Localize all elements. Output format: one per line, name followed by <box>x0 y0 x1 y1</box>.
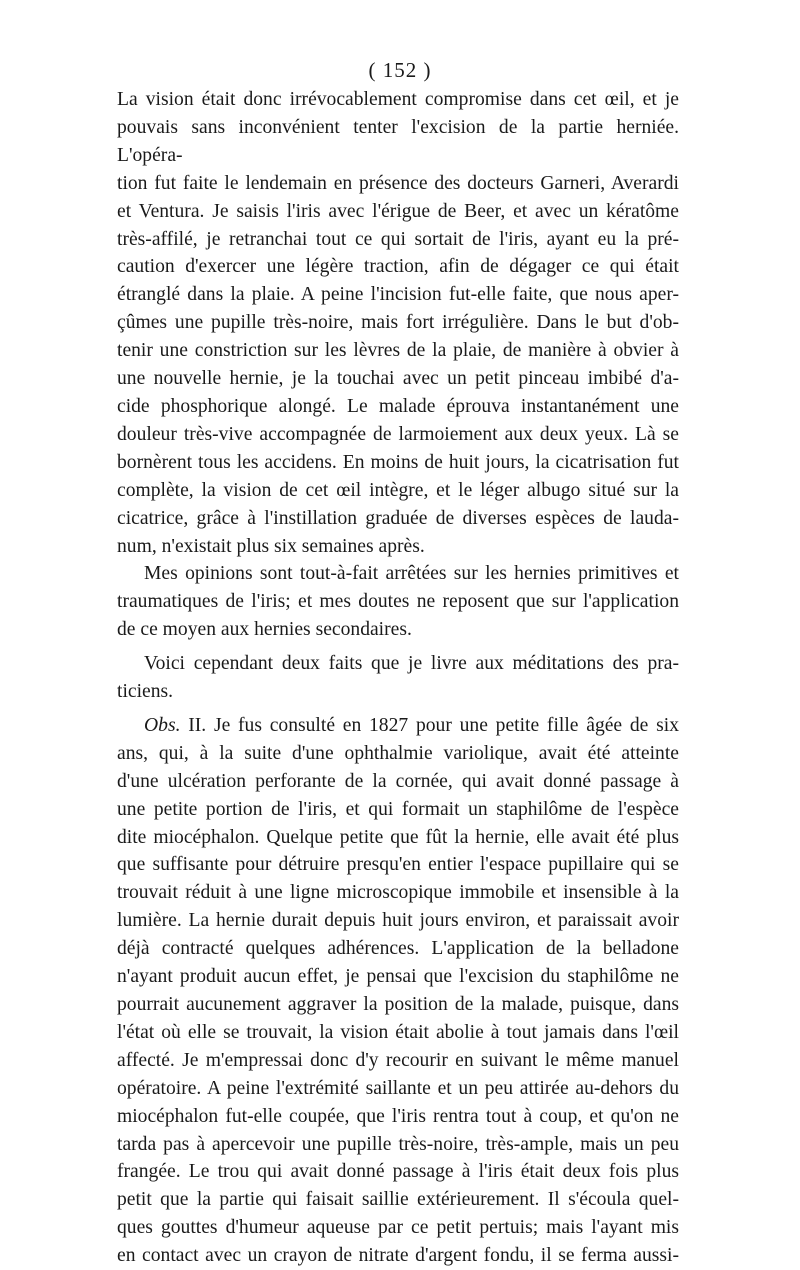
text-line: trouvait réduit à une ligne microscopique immobile et insensible à la <box>117 882 679 904</box>
text-line: l'état où elle se trouvait, la vision était abolie à tout jamais dans l'œil <box>117 1021 679 1043</box>
text-line: une nouvelle hernie, je la touchai avec un petit pinceau imbibé d'a- <box>117 368 679 390</box>
text-line: caution d'exercer une légère traction, afin de dégager ce qui était <box>117 256 679 278</box>
text-line: cide phosphorique alongé. Le malade éprouva instantanément une <box>117 395 679 417</box>
paragraph-2 <box>117 560 679 644</box>
text-line: complète, la vision de cet œil intègre, et le léger albugo situé sur la <box>117 479 679 501</box>
text-line: çûmes une pupille très-noire, mais fort irrégulière. Dans le but d'ob- <box>117 312 679 334</box>
text-line: num, n'existait plus six semaines après. <box>117 535 425 557</box>
text-line: frangée. Le trou qui avait donné passage à l'iris était deux fois plus <box>117 1161 679 1183</box>
paragraph-1 <box>117 86 679 560</box>
text-line: n'ayant produit aucun effet, je pensai que l'excision du staphilôme ne <box>117 966 679 988</box>
text-line: très-affilé, je retranchai tout ce qui sortait de l'iris, ayant eu la pré- <box>117 228 679 250</box>
text-line: tarda pas à apercevoir une pupille très-noire, très-ample, mais un peu <box>117 1133 679 1155</box>
observation-label: Obs. <box>144 714 181 736</box>
observation-ii <box>117 712 679 1270</box>
text-line: de ce moyen aux hernies secondaires. <box>117 619 412 641</box>
text-line: que suffisante pour détruire presqu'en entier l'espace pupillaire qui se <box>117 854 679 876</box>
text-line: tenir une constriction sur les lèvres de la plaie, de manière à obvier à <box>117 340 679 362</box>
text-line: miocéphalon fut-elle coupée, que l'iris rentra tout à coup, et qu'on ne <box>117 1105 679 1127</box>
text-line: ans, qui, à la suite d'une ophthalmie variolique, avait été atteinte <box>117 742 679 764</box>
text-line: traumatiques de l'iris; et mes doutes ne reposent que sur l'application <box>117 591 679 613</box>
text-line: en contact avec un crayon de nitrate d'argent fondu, il se ferma aussi- <box>117 1245 679 1267</box>
text-line: Mes opinions sont tout-à-fait arrêtées sur les hernies primitives et <box>144 563 679 585</box>
text-line <box>117 712 679 740</box>
text-line: cicatrice, grâce à l'instillation graduée de diverses espèces de lauda- <box>117 507 679 529</box>
text-line: d'une ulcération perforante de la cornée, qui avait donné passage à <box>117 770 679 792</box>
text-line: ticiens. <box>117 681 174 703</box>
paragraph-3 <box>117 650 679 706</box>
text-line: affecté. Je m'empressai donc d'y recourir en suivant le même manuel <box>117 1049 679 1071</box>
text-line: douleur très-vive accompagnée de larmoiement aux deux yeux. Là se <box>117 423 679 445</box>
text-line: pourrait aucunement aggraver la position de la malade, puisque, dans <box>117 994 679 1015</box>
page-number: ( 152 ) <box>368 58 432 82</box>
text-line: ques gouttes d'humeur aqueuse par ce petit pertuis; mais l'ayant mis <box>117 1217 679 1239</box>
body-text <box>117 86 679 1270</box>
text-line: bornèrent tous les accidens. En moins de huit jours, la cicatrisation fut <box>117 451 679 473</box>
text-segment: II. Je fus consulté en 1827 pour une petite fille âgée de six <box>180 714 679 736</box>
text-line: étranglé dans la plaie. A peine l'incision fut-elle faite, que nous aper- <box>117 284 679 306</box>
text-line: petit que la partie qui faisait saillie extérieurement. Il s'écoula quel- <box>117 1189 679 1211</box>
text-line: lumière. La hernie durait depuis huit jours environ, et paraissait avoir <box>117 910 679 932</box>
text-line: tion fut faite le lendemain en présence des docteurs Garneri, Averardi <box>117 172 679 194</box>
text-line: dite miocéphalon. Quelque petite que fût la hernie, elle avait été plus <box>117 826 679 848</box>
text-line: déjà contracté quelques adhérences. L'application de la belladone <box>117 938 679 960</box>
text-line: La vision était donc irrévocablement compromise dans cet œil, et je <box>117 89 679 110</box>
text-line: et Ventura. Je saisis l'iris avec l'érigue de Beer, et avec un kératôme <box>117 200 679 222</box>
text-line: Voici cependant deux faits que je livre aux méditations des pra- <box>144 653 679 675</box>
text-line: opératoire. A peine l'extrémité saillante et un peu attirée au-dehors du <box>117 1077 679 1099</box>
text-line: une petite portion de l'iris, et qui formait un staphilôme de l'espèce <box>117 798 679 820</box>
text-line: pouvais sans inconvénient tenter l'excision de la partie herniée. L'opéra- <box>117 116 679 166</box>
